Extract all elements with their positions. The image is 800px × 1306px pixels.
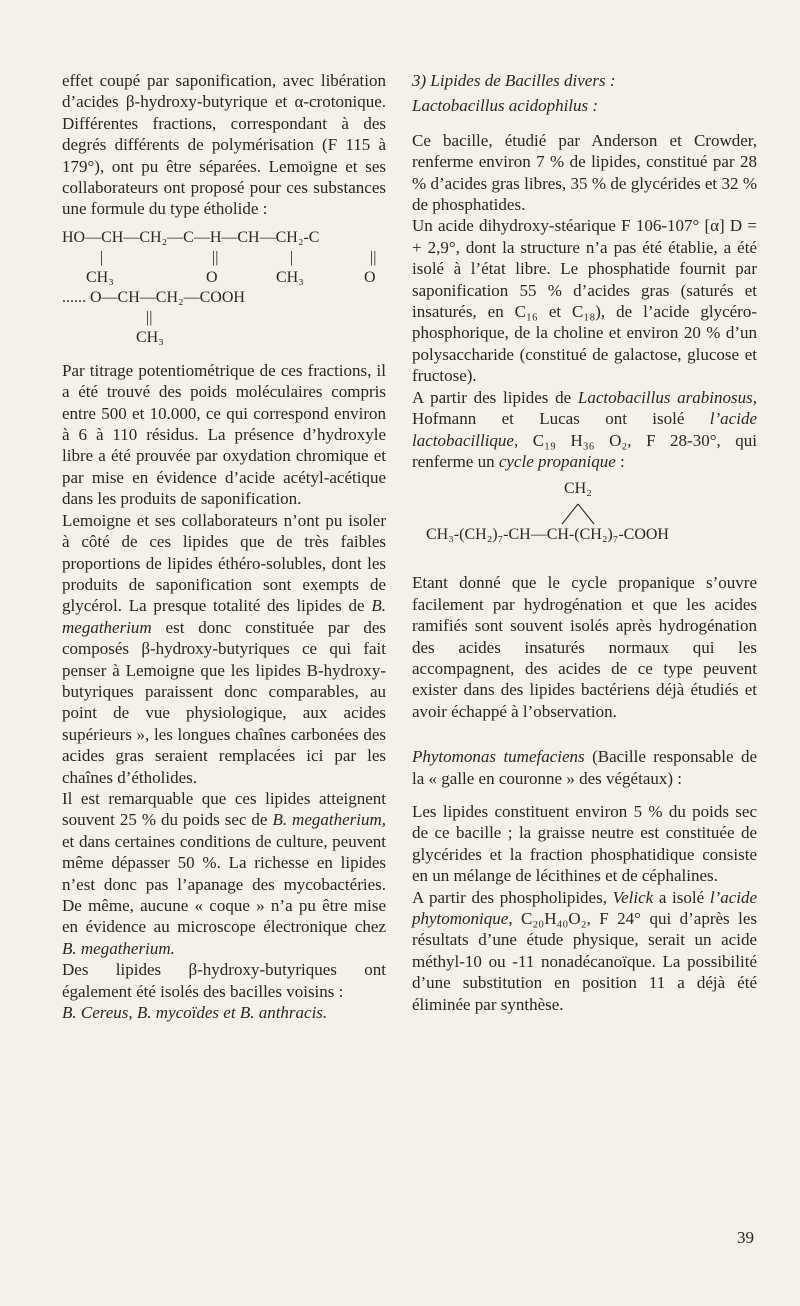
species-list: B. Cereus, B. mycoïdes et B. anthracis.	[62, 1003, 328, 1023]
left-paragraph-2: Par titrage potentiométrique de ces fractions, il a été trouvé des poids moléculaires compris entre 500 et 10.000, ce qui correspond environ à 6 à 110 résidus. La présence d’hydroxyle libre a été prouvée par oxydation chromique et par mise en évidence d’acide acétyl-acétique dans les produits de saponification.	[62, 360, 386, 509]
formula-bond: ||	[146, 308, 153, 326]
left-column	[62, 70, 386, 1023]
formula-group: CH₃	[86, 268, 114, 286]
left-paragraph-5	[62, 959, 386, 1023]
text-run: Il est remarquable que ces lipides atteignent souvent 25 % du poids sec de	[62, 788, 386, 830]
page-number: 39	[737, 1228, 754, 1247]
formula-group: CH₃	[276, 268, 304, 286]
right-paragraph-6: Les lipides constituent environ 5 % du poids sec de ce bacille ; la graisse neutre est constituée de glycérides et la fraction phosphatidique consiste en un mélange de lécithines et de céphalines.	[412, 801, 757, 886]
text-run: Hofmann et Lucas ont isolé	[412, 409, 710, 429]
text-run: A partir des lipides de	[412, 387, 578, 407]
right-paragraph-4: Etant donné que le cycle propanique s’ouvre facilement par hydrogénation et que les acides ramifiés sont souvent isolés après hydrogénation des acides insaturés normaux qui les accompagnent, des acides de ce type peuvent exister dans des lipides bactériens déjà étudiés et avoir échappé à l’observation.	[412, 573, 757, 721]
formula-bond: |	[290, 248, 294, 266]
right-column	[412, 70, 757, 1015]
subsection-heading: Lactobacillus acidophilus :	[412, 96, 599, 116]
right-paragraph-3	[412, 387, 757, 473]
left-paragraph-4	[62, 788, 386, 959]
text-run: Des lipides β-hydroxy-butyriques ont également été isolés des bacilles voisins :	[62, 960, 386, 1001]
formula-bond: ||	[212, 248, 219, 266]
formula-bonds	[62, 248, 386, 268]
lactobacillic-acid-formula	[412, 480, 757, 558]
cycle-bonds	[412, 480, 757, 558]
text-run: Lemoigne et ses collaborateurs n’ont pu isoler à côté de ces lipides que de très faibles proportions de lipides éthéro-solubles, dont les produits de saponification sont exempts de glycérol. La presque totalité des lipides de	[62, 510, 386, 616]
species-name: B. megatherium.	[62, 938, 175, 958]
compound-name: l’acide lactobacillique,	[412, 409, 757, 450]
cycle-ch2: CH₂	[564, 480, 592, 498]
right-paragraph-5	[412, 746, 757, 789]
right-paragraph-2: Un acide dihydroxy-stéarique F 106-107° [α] D = + 2,9°, dont la structure n’a pas été établie, a été isolé à l’état libre. Le phosphatide fournit par saponification 55 % d’acides gras (saturés et insaturés, en C₁₆ et C₁₈), de l’acide glycéro-phosphorique, de la choline et environ 20 % d’un polysaccharide (constitué de galactose, glucose et fructose).	[412, 216, 757, 386]
etholide-formula	[62, 228, 386, 348]
formula-row-6	[62, 328, 386, 348]
right-paragraph-7	[412, 887, 757, 1015]
formula-bond-row	[62, 308, 386, 328]
formula-row-1: HO—CH—CH₂—C—H—CH—CH₂-C	[62, 228, 320, 246]
formula-bond: |	[100, 248, 104, 266]
text-run: et dans certaines conditions de culture, peuvent même dépasser 50 %. La richesse en lipides n’est donc pas l’apanage des mycobactéries. De même, aucune « coque » n’a pu être mise en évidence au microscope électronique chez	[62, 831, 386, 937]
cycle-term: cycle propanique	[498, 451, 616, 471]
formula-row-4: ...... O—CH—CH₂—COOH	[62, 288, 245, 306]
left-paragraph-3	[62, 510, 386, 788]
compound-name: l’acide phytomonique,	[412, 887, 758, 928]
text-run: est donc constituée par des composés β-hydroxy-butyriques ce qui fait penser à Lemoigne que les lipides B-hydroxy-butyriques paraissent donc comparables, au point de vue physiologique, aux acides supérieurs », les longues chaînes carbonées des acides gras seraient remplacées ici par les chaînes d’étholides.	[62, 617, 386, 787]
right-paragraph-1: Ce bacille, étudié par Anderson et Crowder, renferme environ 7 % de lipides, constitué par 28 % d’acides gras libres, 35 % de glycérides et 32 % de phosphatides.	[412, 130, 757, 215]
text-run: (Bacille responsable de la « galle en couronne » des végétaux) :	[412, 747, 757, 788]
species-name: Phytomonas tumefaciens	[412, 747, 585, 767]
text-run: a isolé	[653, 887, 710, 907]
species-name: B. megatherium	[62, 596, 386, 637]
text-run: C₂₀H₄₀O₂, F 24° qui d’après les résultats d’une étude physique, serait un acide méthyl-10 ou -11 nonadécanoïque. La possibilité d’une substitution en position 11 a déjà été éliminée par synthèse.	[412, 909, 757, 1014]
section-heading: 3) Lipides de Bacilles divers :	[412, 71, 616, 90]
species-name: B. megatherium,	[272, 810, 386, 830]
text-run: A partir des phospholipides,	[412, 887, 613, 907]
formula-group: CH₃	[136, 328, 164, 346]
text-run: :	[615, 451, 625, 471]
formula-bond: ||	[370, 248, 377, 266]
author-name: Velick	[612, 887, 654, 907]
left-paragraph-1: effet coupé par saponification, avec libération d’acides β-hydroxy-butyrique et α-crotonique. Différentes fractions, correspondant à des degrés différents de polymérisation (F 115 à 179°), ont pu être séparées. Lemoigne et ses collaborateurs ont proposé pour ces substances une formule du type étholide :	[62, 71, 386, 219]
cycle-main-chain: CH₃-(CH₂)₇-CH—CH-(CH₂)₇-COOH	[426, 526, 669, 544]
formula-row-3	[62, 268, 386, 288]
species-name: Lactobacillus arabinosus,	[577, 387, 757, 407]
text-run: C₁₉ H₃₆ O₂, F 28-30°, qui renferme un	[412, 430, 757, 471]
formula-group: O	[364, 268, 376, 286]
formula-group: O	[206, 268, 218, 286]
